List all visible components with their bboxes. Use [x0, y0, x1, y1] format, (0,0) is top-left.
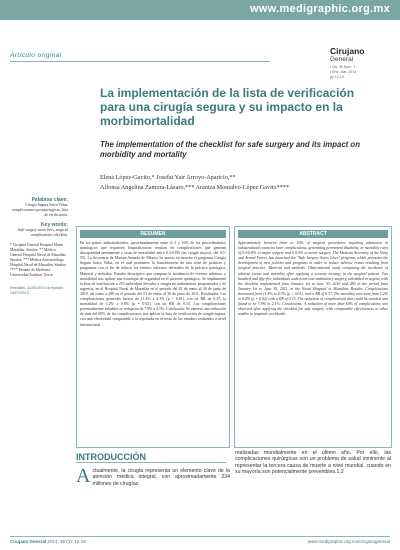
journal-issue-info — [330, 65, 392, 80]
journal-name-line2: General — [330, 56, 354, 63]
received-accepted-dates: Recibido: 31/05/2013 Aceptado: 19/07/2013 — [10, 286, 64, 295]
authors — [100, 173, 370, 193]
introduction-divider — [76, 462, 226, 463]
abstract-spanish-text: En los países industrializados, aproximadamente entre el 3 y 16% de los procedimientos quirúrgicos que requieren hospitalización resultan en complicaciones que generan discapacidad permanente o tasas de mortalidad entre 0.4-0.8% (en cirugía mayor), del 0.5-5%. La Secretaría de Marina-Armada de México ha puesto en marcha el programa Cirugía Segura Salva Vidas, en el cual promueve la formalización de una serie de políticas y programas con el fin de reducir los eventos adversos derivados de la práctica quirúrgica. Material y métodos: Estudio descriptivo que compara la incidencia de eventos adversos y mortalidad tras aplicar una estrategia de seguridad en el paciente quirúrgico. Se implementó la lista de verificación a 255 individuos llevados a cirugía no ambulatoria, programados o de urgencia, en el Hospital Naval de Mazatlán en el periodo del 01 de enero al 30 de junio de 2010, así como a 280 en el periodo del 01 de enero al 30 de junio de 2011. Resultados: Las complicaciones generales fueron de 11.4% a 4.3% (p < 0.01), con un RR de 0.37; la mortalidad de 1.2% a 0.0% (p = 0.02), con un RR de 0.15. Las complicaciones potencialmente evitables se redujeron de 7.8% a 2.1%. Conclusión: Se observó una reducción de más del 60% de las complicaciones tras aplicar la lista de verificación de cirugía segura, con una efectividad comparable a la reportada en el resto de los estudios realizados a nivel internacional. — [80, 241, 226, 327]
journal-name: Cirujano — [330, 46, 365, 56]
footer-issue: 2014; 36 (1): 12-18 — [47, 539, 86, 544]
abstract-spanish-heading: RESUMEN — [80, 230, 226, 238]
journal-masthead — [330, 47, 392, 80]
article-title: La implementación de la lista de verificación para una cirugía segura y su impacto en la morbimortalidad — [100, 86, 355, 128]
journal-volume: • Vol. 36 Núm. 1 — [330, 65, 356, 69]
article-subtitle: The implementation of the checklist for safe surgery and its impact on morbidity and mortality — [100, 140, 360, 159]
sidebar — [10, 198, 68, 296]
section-divider — [10, 61, 270, 62]
key-words-text: Safe surgery saves lives, surgical complications, checklist. — [17, 228, 68, 237]
introduction-text-right: realizadas mundialmente en el último año. Por ello, las complicaciones quirúrgicas son un problema de salud inminente al representar la tercera causa de muerte a nivel mundial, cuando en su mayoría son potencialmente prevenibles.1,2 — [235, 450, 391, 476]
introduction-column-right — [235, 450, 391, 476]
footer-url[interactable]: www.medigraphic.org.mx/cirujanogeneral — [307, 539, 390, 544]
affiliations: * Cirujana General Hospital Marín Mazatlán, Sinaloa. ** Médico General Hospital Naval de Mazatlán, Sinaloa. *** Médica Anestesióloga Hospital Naval de Mazatlán, Sinaloa. **** Pasante de Medicina, Universidad Anáhuac Norte. — [10, 243, 67, 277]
abstract-spanish — [76, 226, 230, 448]
introduction-text-left: ctualmente, la cirugía representa un elemento clave de la atención médica integral, con aproximadamente 234 millones de cirugías — [92, 468, 230, 487]
authors-line-2: Alfonsa Angelina Zamora-Lázaro,*** Arantza Montalvo-López Gavito**** — [100, 184, 289, 191]
palabras-clave-heading: Palabras clave: — [31, 197, 68, 203]
introduction-column-left — [76, 465, 230, 487]
abstract-english — [234, 226, 392, 448]
drop-cap: A — [76, 465, 91, 487]
authors-line-1: Elena López-Gavito,* Josefat Yair Arroyo-Aparicio,** — [100, 174, 236, 181]
journal-date: • Ene.-Mar. 2014 — [330, 70, 357, 74]
top-banner — [0, 0, 400, 20]
footer-citation — [10, 539, 86, 544]
key-words-heading: Key words: — [41, 222, 68, 228]
journal-pages: pp 12-18 — [330, 75, 344, 79]
footer-journal: Cirujano General — [10, 539, 47, 544]
introduction-heading: INTRODUCCIÓN — [76, 452, 146, 462]
section-label: Artículo original — [10, 52, 62, 59]
abstract-english-heading: ABSTRACT — [238, 230, 388, 238]
footer-divider — [10, 536, 390, 537]
abstract-english-text: Approximately between three to 16% of surgical procedures requiring admission in industrialized countries have complications, generating permanent disability, or mortality rates of 0.4-0.8% in major surgery and 0.5-5% in minor surgery. The Mexican Secretary of the Navy and Armed Forces has launched the "Safe Surgery Saves Lives" program, which promotes the development of new policies and programs in order to reduce adverse events resulting from surgical practice. Material and methods: Observational study comparing the incidence of adverse events and mortality after applying a security strategy in the surgical patient. Two hundred and fifty-five individuals underwent non-ambulatory surgery, scheduled or urgent, with the checklist implemented from January 1st to June 30, 2010 and 280 in the period from January 1st to June 30, 2011, at the Naval Hospital in Mazatlán. Results: Complications decreased from 11.4% to 4.3% (p < 0.01), with a RR of 0.37. The mortality rate went from 1.2% to 0.0% (p = 0.02) with a RR of 0.15. The reduction of complications that could be avoided was found to be 7.8% to 2.1%. Conclusions: A reduction of more than 60% of complications was observed after applying the checklist for safe surgery, with comparable effectiveness to other studies in hospitals worldwide. — [238, 241, 388, 317]
palabras-clave-text: Cirugía Segura Salva Vidas, complicaciones postquirúrgicas, lista de verificación. — [11, 203, 68, 217]
site-url[interactable]: www.medigraphic.org.mx — [249, 3, 390, 15]
